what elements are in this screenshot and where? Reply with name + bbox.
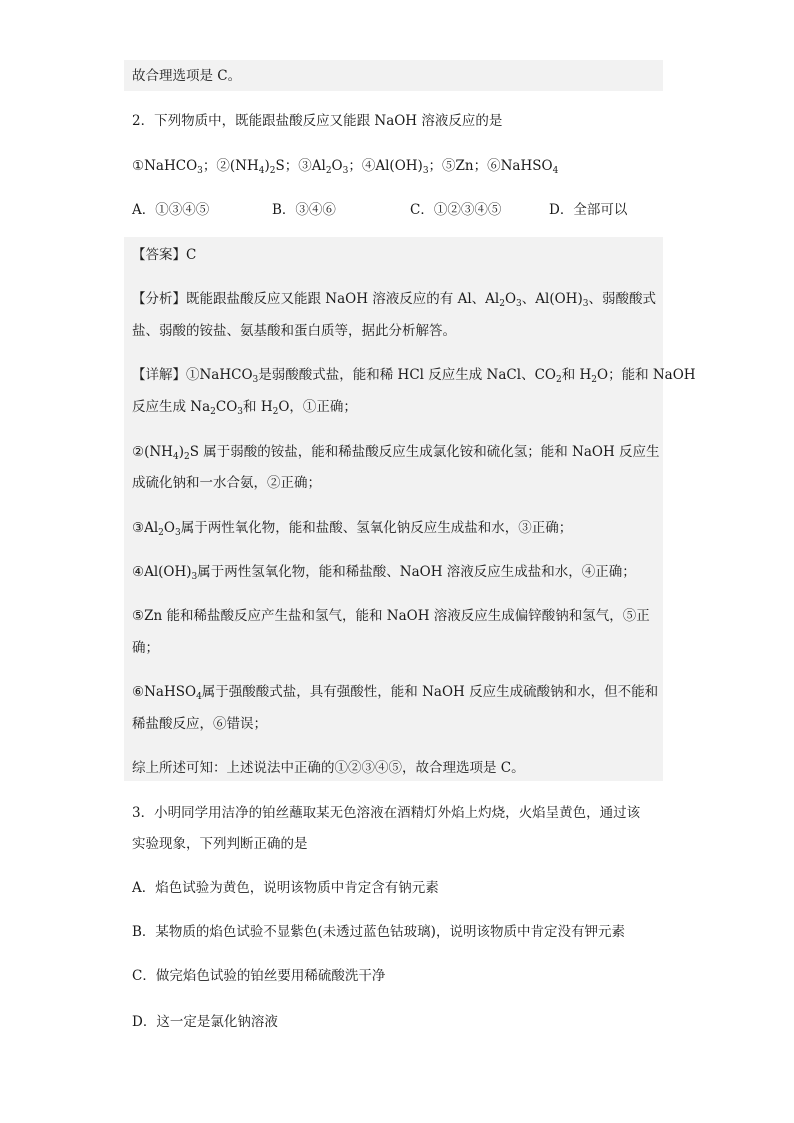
prev-conclusion: 故合理选项是 C。 [132, 68, 242, 84]
detail-line-8: 确； [132, 640, 159, 656]
question-3-option-c: C．做完焰色试验的铂丝要用稀硫酸洗干净 [132, 968, 386, 984]
analysis-line-1: 【分析】既能跟盐酸反应又能跟 NaOH 溶液反应的有 Al、$Al_2O_3$、$Al(OH)_3$、弱酸酸式 [132, 291, 656, 309]
question-2-items: ①NaHCO$_3$；$②(NH_4)_2S$；$③Al_2O_3$；$④Al(OH)_3$；⑤Zn；⑥NaHSO$_4$ [132, 158, 559, 176]
answer: 【答案】C [132, 247, 197, 263]
question-3-option-a: A．焰色试验为黄色，说明该物质中肯定含有钠元素 [132, 880, 439, 896]
option-d: D．全部可以 [549, 202, 628, 218]
detail-summary: 综上所述可知：上述说法中正确的①②③④⑤，故合理选项是 C。 [132, 760, 525, 776]
option-c: C．①②③④⑤ [410, 202, 502, 218]
question-3-option-d: D．这一定是氯化钠溶液 [132, 1014, 278, 1030]
detail-line-10: 稀盐酸反应，⑥错误； [132, 716, 267, 732]
detail-line-1: 【详解】①NaHCO$_3$是弱酸酸式盐，能和稀 HCl 反应生成 NaCl、$CO_2$和 $H_2O$；能和 NaOH [132, 367, 696, 385]
detail-line-4: 成硫化钠和一水合氨，②正确； [132, 475, 321, 491]
detail-line-2: 反应生成 $Na_2CO_3$和 $H_2O$，①正确； [132, 399, 357, 417]
detail-line-7: ⑤Zn 能和稀盐酸反应产生盐和氢气，能和 NaOH 溶液反应生成偏锌酸钠和氢气，⑤正 [132, 608, 650, 624]
detail-line-5: $③Al_2O_3$属于两性氧化物，能和盐酸、氢氧化钠反应生成盐和水，③正确； [132, 520, 573, 538]
question-3-stem-line-2: 实验现象，下列判断正确的是 [132, 836, 308, 852]
detail-line-6: $④Al(OH)_3$属于两性氢氧化物，能和稀盐酸、NaOH 溶液反应生成盐和水，④正确； [132, 564, 636, 582]
option-a: A．①③④⑤ [132, 202, 210, 218]
analysis-line-2: 盐、弱酸的铵盐、氨基酸和蛋白质等，据此分析解答。 [132, 323, 456, 339]
question-3-stem-line-1: 3．小明同学用洁净的铂丝蘸取某无色溶液在酒精灯外焰上灼烧，火焰呈黄色，通过该 [132, 805, 641, 821]
detail-line-3: $②(NH_4)_2S$ 属于弱酸的铵盐，能和稀盐酸反应生成氯化铵和硫化氢；能和 NaOH 反应生 [132, 444, 660, 462]
question-2-stem: 2．下列物质中，既能跟盐酸反应又能跟 NaOH 溶液反应的是 [132, 113, 503, 129]
option-b: B．③④⑥ [272, 202, 336, 218]
question-3-option-b: B．某物质的焰色试验不显紫色(未透过蓝色钴玻璃)，说明该物质中肯定没有钾元素 [132, 924, 625, 940]
detail-line-9: ⑥NaHSO$_4$属于强酸酸式盐，具有强酸性，能和 NaOH 反应生成硫酸钠和水，但不能和 [132, 684, 659, 702]
